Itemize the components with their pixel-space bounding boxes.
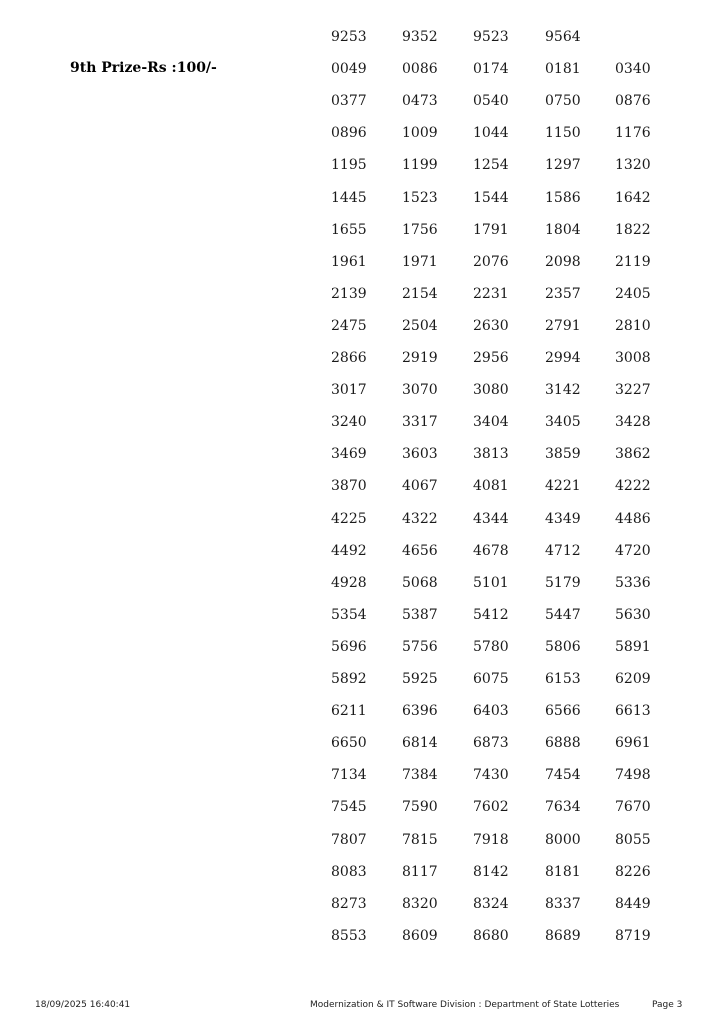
ticket-number: 4067 (402, 478, 438, 495)
ticket-number: 5354 (331, 606, 367, 623)
ticket-number: 1971 (402, 253, 438, 270)
ticket-number: 0473 (402, 93, 438, 110)
ticket-number: 3428 (615, 414, 651, 431)
ticket-number: 5387 (402, 606, 438, 623)
ticket-number: 4344 (473, 510, 509, 527)
ticket-number: 4222 (615, 478, 651, 495)
ticket-number: 5892 (331, 671, 367, 687)
ticket-number: 6961 (615, 735, 651, 752)
ticket-number: 3008 (615, 350, 651, 366)
ticket-number: 1195 (331, 157, 367, 174)
ticket-number: 6650 (331, 735, 367, 752)
ticket-number: 0896 (331, 125, 367, 142)
ticket-number: 3070 (402, 382, 438, 399)
ticket-number: 5101 (473, 574, 509, 591)
ticket-number: 4712 (545, 542, 581, 559)
ticket-number: 5780 (473, 638, 509, 655)
ticket-number: 6814 (402, 735, 438, 752)
ticket-number: 0750 (545, 93, 581, 110)
ticket-number: 1009 (402, 125, 438, 142)
ticket-number: 2994 (545, 350, 581, 366)
prize-title: 9th Prize-Rs :100/- (70, 60, 217, 76)
ticket-number: 8181 (545, 863, 581, 880)
ticket-number: 9352 (402, 29, 438, 45)
ticket-number: 6075 (473, 671, 509, 687)
ticket-number: 7430 (473, 767, 509, 784)
ticket-number: 5412 (473, 606, 509, 623)
footer-page-number: Page 3 (652, 1000, 683, 1010)
ticket-number: 8337 (545, 895, 581, 912)
ticket-number: 1961 (331, 253, 367, 270)
ticket-number: 3142 (545, 382, 581, 399)
ticket-number: 4486 (615, 510, 651, 527)
ticket-number: 2357 (545, 285, 581, 302)
ticket-number: 5925 (402, 671, 438, 687)
ticket-number: 1320 (615, 157, 651, 174)
ticket-number: 7807 (331, 831, 367, 848)
ticket-number: 1254 (473, 157, 509, 174)
ticket-number: 2231 (473, 285, 509, 302)
ticket-number: 7602 (473, 799, 509, 816)
ticket-number: 8680 (473, 927, 509, 944)
ticket-number: 8055 (615, 831, 651, 848)
ticket-number: 0181 (545, 61, 581, 78)
ticket-number: 1822 (615, 221, 651, 238)
ticket-number: 4225 (331, 510, 367, 527)
ticket-number: 3227 (615, 382, 651, 399)
ticket-number: 7670 (615, 799, 651, 816)
ticket-number: 0540 (473, 93, 509, 110)
ticket-number: 1791 (473, 221, 509, 238)
ticket-number: 2956 (473, 350, 509, 366)
ticket-number: 3405 (545, 414, 581, 431)
ticket-number: 5179 (545, 574, 581, 591)
ticket-number: 3603 (402, 446, 438, 463)
ticket-number: 7918 (473, 831, 509, 848)
ticket-number: 6209 (615, 671, 651, 687)
ticket-number: 6211 (331, 703, 367, 720)
ticket-number: 0086 (402, 61, 438, 78)
ticket-number: 7498 (615, 767, 651, 784)
ticket-number: 2098 (545, 253, 581, 270)
ticket-number: 8689 (545, 927, 581, 944)
ticket-number: 6613 (615, 703, 651, 720)
ticket-number: 7590 (402, 799, 438, 816)
ticket-number: 8719 (615, 927, 651, 944)
ticket-number: 5891 (615, 638, 651, 655)
ticket-number: 9523 (473, 29, 509, 45)
ticket-number: 8226 (615, 863, 651, 880)
ticket-number: 4720 (615, 542, 651, 559)
ticket-number: 2154 (402, 285, 438, 302)
ticket-number: 1586 (545, 189, 581, 206)
ticket-number: 5447 (545, 606, 581, 623)
ticket-number: 3317 (402, 414, 438, 431)
ticket-number: 3469 (331, 446, 367, 463)
ticket-number: 1804 (545, 221, 581, 238)
ticket-number: 2405 (615, 285, 651, 302)
ticket-number: 2076 (473, 253, 509, 270)
footer-division: Modernization & IT Software Division : Department of State Lotteries (310, 1000, 620, 1010)
ticket-number: 8553 (331, 927, 367, 944)
ticket-number: 4221 (545, 478, 581, 495)
ticket-number: 2810 (615, 317, 651, 334)
ticket-number: 4081 (473, 478, 509, 495)
ticket-number: 2866 (331, 350, 367, 366)
ticket-number: 0876 (615, 93, 651, 110)
ticket-number: 3859 (545, 446, 581, 463)
ticket-number: 5630 (615, 606, 651, 623)
ticket-number: 2791 (545, 317, 581, 334)
ticket-number: 6396 (402, 703, 438, 720)
ticket-number: 7815 (402, 831, 438, 848)
ticket-number: 3240 (331, 414, 367, 431)
footer-timestamp: 18/09/2025 16:40:41 (35, 1000, 131, 1010)
ticket-number: 4928 (331, 574, 367, 591)
ticket-number: 4656 (402, 542, 438, 559)
ticket-number: 1150 (545, 125, 581, 142)
ticket-number: 2475 (331, 317, 367, 334)
ticket-number: 8324 (473, 895, 509, 912)
ticket-number: 1642 (615, 189, 651, 206)
ticket-number: 4349 (545, 510, 581, 527)
ticket-number: 0049 (331, 61, 367, 78)
ticket-number: 7134 (331, 767, 367, 784)
ticket-number: 3404 (473, 414, 509, 431)
ticket-number: 3017 (331, 382, 367, 399)
ticket-number: 3862 (615, 446, 651, 463)
ticket-number: 2919 (402, 350, 438, 366)
ticket-number: 8117 (402, 863, 438, 880)
ticket-number: 0377 (331, 93, 367, 110)
ticket-number: 2630 (473, 317, 509, 334)
ticket-number: 5336 (615, 574, 651, 591)
ticket-number: 7384 (402, 767, 438, 784)
ticket-number: 5696 (331, 638, 367, 655)
ticket-number: 3080 (473, 382, 509, 399)
ticket-number: 8083 (331, 863, 367, 880)
ticket-number: 1044 (473, 125, 509, 142)
ticket-number: 1297 (545, 157, 581, 174)
ticket-number: 7634 (545, 799, 581, 816)
ticket-number: 3813 (473, 446, 509, 463)
ticket-number: 6403 (473, 703, 509, 720)
ticket-number: 5806 (545, 638, 581, 655)
ticket-number: 7545 (331, 799, 367, 816)
ticket-number: 1445 (331, 189, 367, 206)
ticket-number: 3870 (331, 478, 367, 495)
ticket-number: 2504 (402, 317, 438, 334)
ticket-number: 8609 (402, 927, 438, 944)
ticket-number: 1655 (331, 221, 367, 238)
ticket-number: 5756 (402, 638, 438, 655)
ticket-number: 4492 (331, 542, 367, 559)
ticket-number: 8000 (545, 831, 581, 848)
ticket-number: 1756 (402, 221, 438, 238)
ticket-number: 6566 (545, 703, 581, 720)
ticket-number: 2139 (331, 285, 367, 302)
ticket-number: 2119 (615, 253, 651, 270)
ticket-number: 6873 (473, 735, 509, 752)
ticket-number: 8320 (402, 895, 438, 912)
ticket-number: 1544 (473, 189, 509, 206)
ticket-number: 0174 (473, 61, 509, 78)
ticket-number: 6888 (545, 735, 581, 752)
ticket-number: 7454 (545, 767, 581, 784)
ticket-number: 8142 (473, 863, 509, 880)
ticket-number: 9253 (331, 29, 367, 45)
ticket-number: 4678 (473, 542, 509, 559)
ticket-number: 0340 (615, 61, 651, 78)
ticket-number: 9564 (545, 29, 581, 45)
ticket-number: 4322 (402, 510, 438, 527)
ticket-number: 8273 (331, 895, 367, 912)
ticket-number: 1176 (615, 125, 651, 142)
ticket-number: 8449 (615, 895, 651, 912)
ticket-number: 5068 (402, 574, 438, 591)
ticket-number: 6153 (545, 671, 581, 687)
ticket-number: 1199 (402, 157, 438, 174)
ticket-number: 1523 (402, 189, 438, 206)
